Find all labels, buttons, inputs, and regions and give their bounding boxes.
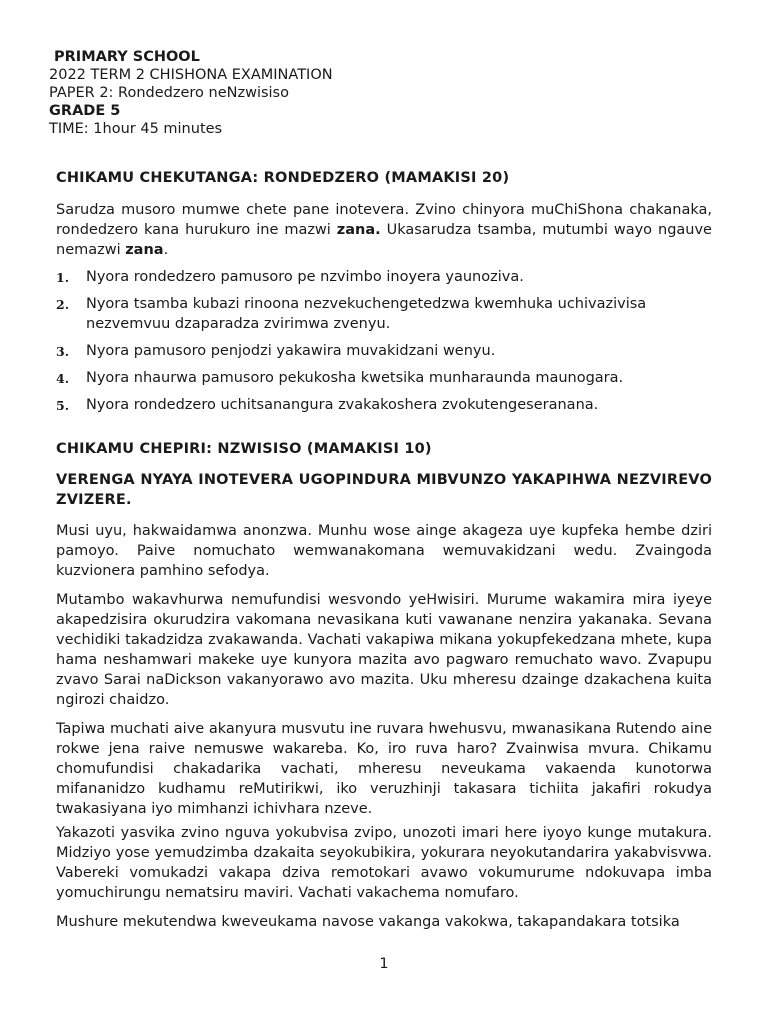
school-name: PRIMARY SCHOOL — [54, 49, 200, 65]
passage-paragraph-3: Tapiwa muchati aive akanyura musvutu ine ruvara hwehusvu, mwanasikana Rutendo aine rokwe jena raive nemuswe wakareba. Ko, iro ruva haro? Zvainwisa mvura. Chikamu chomufundisi chakadarika vachati, mheresu neveukama vakaenda kunotorwa mifananidzo kudhamu reMutirikwi, iko veruzhinji takasara tichiita jakafiri rokudya twakasiyana iyo mimhanzi ichivhara nzeve. — [56, 721, 712, 817]
section1-intro-c: . — [163, 242, 169, 258]
essay-topic-item — [56, 395, 712, 415]
topic-number: 1. — [56, 270, 70, 285]
exam-header — [49, 48, 333, 138]
time-label: TIME: 1hour 45 minutes — [49, 121, 223, 137]
paper-title: PAPER 2: Rondedzero neNzwisiso — [49, 85, 289, 101]
essay-topic-item — [56, 267, 712, 287]
essay-topic-item — [56, 294, 712, 334]
passage-paragraph-2: Mutambo wakavhurwa nemufundisi wesvondo yeHwisiri. Murume wakamira mira iyeye akapedzisira okurudzira vakomana nevasikana kuti vawanane nenzira yakanaka. Sevana vechidiki takadzidza zvakawanda. Vachati vakapiwa mikana yokupfekedzana mhete, kupa hama neshamwari makeke uye kunyora mazita avo pagwaro remuchato wavo. Zvapupu zvavo Sarai naDickson vakanyorawo avo mazita. Uku mheresu dzainge dzakachena kuita ngirozi chaidzo. — [56, 592, 712, 708]
topic-text: Nyora pamusoro penjodzi yakawira muvakidzani wenyu. — [86, 343, 496, 359]
topic-text: Nyora tsamba kubazi rinoona nezvekuchengetedzwa kwemhuka uchivazivisa nezvemvuu dzaparadza zvirimwa zvenyu. — [86, 296, 647, 332]
section1-intro-bold2: zana — [125, 242, 164, 258]
passage-paragraph-4: Yakazoti yasvika zvino nguva yokubvisa zvipo, unozoti imari here iyoyo kunge mutakura. Midziyo yose yemudzimba dzakaita seyokubikira, yokurara neyokutandarira yakabvisvwa. Vabereki vomukadzi vakapa dziva remotokari avawo vokumurume ndokuvapa imba yomuchirungu nematsiru maviri. Vachati vakachema nomufaro. — [56, 825, 712, 901]
section1-intro-a: Sarudza musoro mumwe chete pane inotevera. Zvino chinyora muChiShona chakanaka, rondedzero kana hurukuro ine mazwi — [56, 202, 712, 238]
section2-instruction: VERENGA NYAYA INOTEVERA UGOPINDURA MIBVUNZO YAKAPIHWA NEZVIREVO ZVIZERE. — [56, 472, 712, 508]
passage-paragraph-1: Musi uyu, hakwaidamwa anonzwa. Munhu wose ainge akageza uye kupfeka hembe dziri pamoyo. Paive nomuchato wemwanakomana wemuvakidzani wedu. Zvaingoda kuzvionera pamhino sefodya. — [56, 523, 712, 579]
section1-intro-b: Ukasarudza tsamba, mutumbi wayo ngauve nemazwi — [56, 222, 712, 258]
page-number: 1 — [379, 956, 389, 972]
topic-number: 3. — [56, 344, 70, 359]
grade-label: GRADE 5 — [49, 103, 121, 119]
section1-instructions — [56, 200, 712, 260]
section1-title: CHIKAMU CHEKUTANGA: RONDEDZERO (MAMAKISI 20) — [56, 170, 510, 186]
exam-title: 2022 TERM 2 CHISHONA EXAMINATION — [49, 67, 333, 83]
topic-number: 4. — [56, 371, 70, 386]
topic-number: 5. — [56, 398, 70, 413]
topic-text: Nyora nhaurwa pamusoro pekukosha kwetsika munharaunda maunogara. — [86, 370, 624, 386]
essay-topic-item — [56, 341, 712, 361]
exam-content — [56, 168, 712, 932]
section2-title: CHIKAMU CHEPIRI: NZWISISO (MAMAKISI 10) — [56, 441, 432, 457]
passage-paragraph-5: Mushure mekutendwa kweveukama navose vakanga vakokwa, takapandakara totsika — [56, 914, 680, 930]
topic-number: 2. — [56, 297, 70, 312]
topic-text: Nyora rondedzero uchitsanangura zvakakoshera zvokutengeseranana. — [86, 397, 599, 413]
essay-topic-item — [56, 368, 712, 388]
section1-intro-bold1: zana. — [336, 222, 381, 238]
topic-text: Nyora rondedzero pamusoro pe nzvimbo inoyera yaunoziva. — [86, 269, 524, 285]
essay-topic-list — [56, 267, 712, 415]
